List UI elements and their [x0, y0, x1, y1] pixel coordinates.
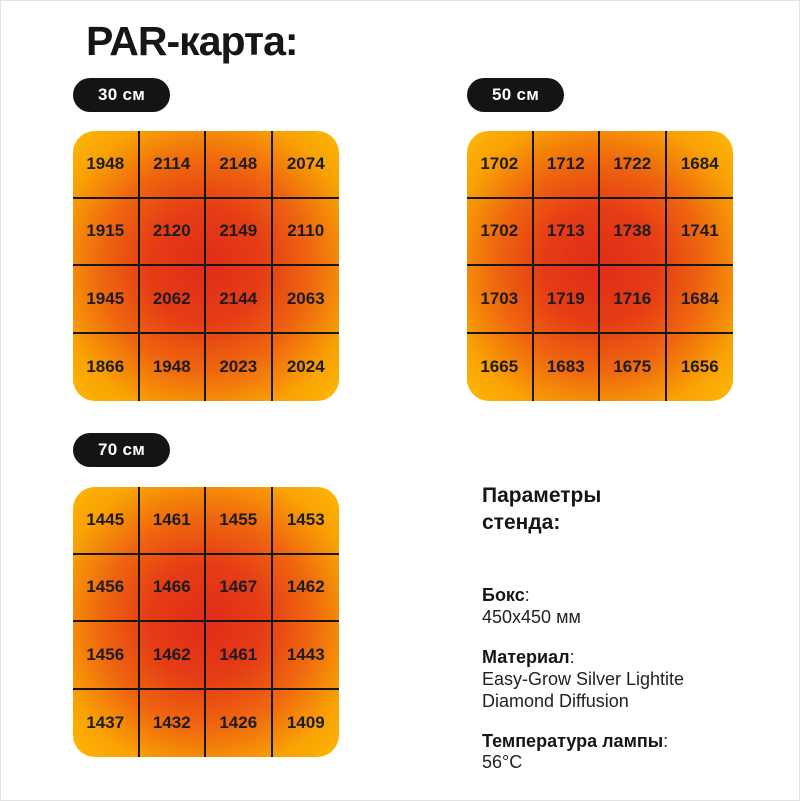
par-cell: 2149 [206, 199, 273, 267]
param-value: 450x450 мм [482, 606, 581, 627]
par-heatmap-50cm [467, 131, 733, 401]
par-cell: 1665 [467, 334, 534, 402]
par-cell: 1915 [73, 199, 140, 267]
par-cell: 2063 [273, 266, 340, 334]
par-cell: 1437 [73, 690, 140, 758]
par-cell: 1656 [680, 357, 719, 377]
param-colon: : [569, 646, 575, 667]
par-cell: 2120 [140, 199, 207, 267]
param-label: Материал [482, 646, 570, 667]
page-title: PAR-карта: [86, 18, 298, 64]
par-cell: 1462 [273, 555, 340, 623]
par-cell: 2144 [206, 266, 273, 334]
par-cell: 1712 [534, 131, 601, 199]
distance-badge-70cm: 70 см [73, 433, 170, 467]
par-cell: 1456 [73, 555, 140, 623]
par-cell: 2024 [286, 357, 325, 377]
par-cell: 1443 [273, 622, 340, 690]
par-cell: 1461 [206, 622, 273, 690]
par-cell: 1409 [286, 713, 325, 733]
par-cell: 2074 [273, 131, 340, 199]
param-value: Easy-Grow Silver Lightite Diamond Diffusion [482, 668, 685, 711]
par-cell: 1684 [667, 266, 734, 334]
par-cell: 2148 [206, 131, 273, 199]
par-cell: 1702 [467, 131, 534, 199]
par-cell: 1426 [206, 690, 273, 758]
par-cell: 1466 [140, 555, 207, 623]
par-cell: 2110 [273, 199, 340, 267]
par-cell: 1432 [140, 690, 207, 758]
par-cell: 1738 [600, 199, 667, 267]
par-cell: 1453 [273, 487, 340, 555]
par-cell: 1948 [140, 334, 207, 402]
par-cell: 2062 [140, 266, 207, 334]
param-colon: : [663, 730, 669, 751]
par-cell: 1703 [467, 266, 534, 334]
param-label: Температура лампы [482, 730, 664, 751]
par-cell: 2114 [140, 131, 207, 199]
stand-parameters [482, 483, 732, 792]
param-colon: : [524, 584, 530, 605]
par-cell: 1702 [467, 199, 534, 267]
par-cell: 1945 [73, 266, 140, 334]
param-box [482, 585, 732, 629]
param-label: Бокс [482, 584, 525, 605]
par-cell: 1445 [73, 487, 140, 555]
par-cell: 1456 [73, 622, 140, 690]
par-cell: 1741 [667, 199, 734, 267]
par-cell: 1722 [600, 131, 667, 199]
par-cell: 1684 [667, 131, 734, 199]
param-value: 56°C [482, 752, 523, 773]
par-heatmap-30cm [73, 131, 339, 401]
par-heatmap-70cm [73, 487, 339, 757]
par-cell: 1455 [206, 487, 273, 555]
par-cell: 1948 [73, 131, 140, 199]
param-material [482, 647, 732, 713]
par-cell: 1683 [534, 334, 601, 402]
param-lamp-temperature [482, 731, 732, 775]
par-cell: 1675 [600, 334, 667, 402]
params-heading: Параметры стенда: [482, 484, 602, 534]
par-cell: 1713 [534, 199, 601, 267]
par-cell: 1462 [140, 622, 207, 690]
par-cell: 1716 [600, 266, 667, 334]
par-cell: 1719 [534, 266, 601, 334]
par-cell: 2023 [206, 334, 273, 402]
par-cell: 1866 [73, 334, 140, 402]
par-cell: 1467 [206, 555, 273, 623]
par-cell: 1461 [140, 487, 207, 555]
distance-badge-30cm: 30 см [73, 78, 170, 112]
distance-badge-50cm: 50 см [467, 78, 564, 112]
